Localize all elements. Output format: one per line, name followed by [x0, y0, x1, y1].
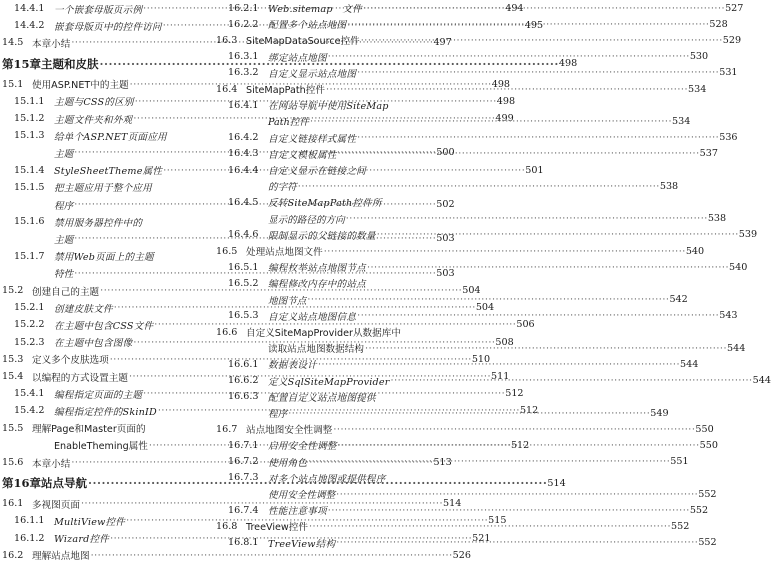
toc-entry-number: 15.2.1: [14, 302, 45, 314]
toc-page-number: 538: [707, 213, 727, 225]
toc-page-number: 542: [669, 294, 688, 306]
toc-entry: [216, 130, 738, 146]
toc-page-number: 538: [659, 180, 679, 192]
toc-entry-title: 自定义SiteMapProvider从数据库中: [246, 328, 401, 340]
toc-page-number: 527: [725, 2, 744, 14]
toc-entry-number: 16.7.2: [228, 456, 259, 468]
toc-entry-title: 创建自己的主题: [32, 286, 100, 298]
toc-entry-title: 在网站导航中使用SiteMap: [268, 101, 389, 113]
toc-leader-dots: [347, 19, 709, 30]
toc-entry-title: 嵌套母版页中的控件访问: [54, 21, 162, 33]
toc-page-number: 504: [475, 302, 495, 314]
toc-entry-title: 主题: [54, 148, 74, 160]
toc-entry: [2, 179, 212, 196]
toc-entry-title: 编程修改内存中的站点: [268, 279, 366, 291]
toc-page-number: 526: [452, 549, 471, 561]
toc-entry-number: 16.3.1: [228, 51, 259, 63]
toc-entry-number: 16.2.2: [228, 18, 259, 30]
toc-page-number: 534: [688, 83, 707, 95]
toc-leader-dots: [336, 537, 698, 548]
toc-entry-title: 使用角色: [268, 457, 308, 469]
toc-entry-title: 配置多个站点地图: [268, 20, 347, 32]
toc-entry-number: 16.1: [2, 498, 24, 510]
toc-page-number: 544: [752, 375, 771, 387]
toc-entry-number: 15.5: [2, 422, 24, 434]
toc-page-number: 503: [436, 267, 455, 279]
toc-leader-dots: [328, 505, 690, 516]
toc-entry-title: 性能注意事项: [268, 506, 327, 518]
toc-entry: [216, 275, 421, 291]
toc-entry-number: 16.7.3: [228, 472, 259, 484]
toc-entry-title: 自定义链接样式属性: [268, 133, 357, 145]
toc-entry-title: 站点导航: [41, 476, 88, 491]
toc-entry-number: 15.4.2: [14, 405, 45, 417]
toc-entry: [216, 65, 738, 81]
toc-entry-title: 以编程的方式设置主题: [32, 372, 128, 384]
toc-page-number: 512: [505, 388, 524, 400]
toc-entry-title: SiteMapPath控件: [246, 85, 325, 97]
toc-entry-number: 16.7.1: [228, 439, 259, 451]
toc-entry-number: 第16章: [2, 476, 42, 491]
toc-entry-title: 创建皮肤文件: [54, 303, 113, 315]
toc-page-number: 497: [433, 37, 452, 49]
toc-leader-dots: [326, 84, 688, 95]
toc-entry-title: 把主题应用于整个应用: [54, 183, 152, 195]
toc-entry-number: 15.1: [2, 78, 24, 90]
toc-entry-title: 主题: [54, 234, 74, 246]
toc-entry-title: 理解站点地图: [32, 551, 90, 563]
toc-entry-title: 主题与CSS的区别: [54, 97, 134, 109]
toc-entry-title: 自定义显示在链接之间: [268, 166, 366, 178]
toc-entry-title: SiteMapDataSource控件: [246, 36, 360, 48]
toc-page-number: 540: [685, 245, 705, 257]
toc-entry-number: 15.1.7: [14, 250, 45, 262]
toc-page-number: 530: [689, 51, 709, 63]
toc-entry-number: 15.2.3: [14, 336, 45, 348]
toc-entry-number: 14.5: [2, 37, 24, 49]
toc-leader-dots: [357, 132, 719, 143]
toc-page-number: 514: [443, 498, 462, 510]
toc-leader-dots: [365, 343, 727, 354]
toc-page-number: 544: [727, 342, 746, 354]
toc-page-number: 512: [519, 405, 539, 417]
toc-entry: [2, 420, 212, 437]
toc-entry-title: 的字符: [268, 182, 297, 194]
toc-entry-title: 在主题中包含图像: [54, 338, 133, 350]
toc-entry-number: 16.5: [216, 245, 238, 257]
toc-entry-number: 15.1.6: [14, 216, 45, 228]
toc-entry-number: 16.8.1: [228, 537, 259, 549]
toc-entry: [216, 243, 705, 259]
toc-entry-title: 定义SqlSiteMapProvider: [268, 376, 390, 388]
toc-entry-number: 16.8: [216, 520, 238, 532]
toc-entry-title: 在主题中包含CSS文件: [54, 320, 154, 332]
toc-entry-title: 理解Page和Master页面的: [32, 424, 146, 436]
toc-entry: [216, 178, 679, 194]
toc-entry-number: 16.2.1: [228, 2, 259, 14]
toc-entry-number: 16.7.4: [228, 504, 259, 516]
toc-entry-title: 启用安全性调整: [268, 441, 337, 453]
toc-entry-number: 15.1.2: [14, 113, 45, 125]
toc-page-number: 513: [433, 457, 452, 469]
toc-leader-dots: [318, 359, 680, 370]
toc-entry: [216, 470, 421, 486]
toc-entry-title: 多视图页面: [32, 499, 80, 511]
toc-entry: [216, 162, 421, 178]
toc-leader-dots: [333, 424, 695, 435]
toc-page-number: 499: [495, 113, 514, 125]
toc-entry-title: 配置自定义站点地图提供: [268, 392, 376, 404]
toc-entry-number: 16.1.1: [14, 515, 45, 527]
toc-entry-number: 15.2.2: [14, 319, 45, 331]
toc-entry-number: 16.1.2: [14, 532, 45, 544]
toc-entry-number: 16.6.2: [228, 375, 259, 387]
toc-page-number: 531: [719, 67, 738, 79]
toc-page-number: 534: [672, 115, 691, 127]
toc-page-number: 511: [491, 371, 510, 383]
toc-entry-number: 16.4.5: [228, 196, 259, 208]
toc-entry-title: 处理站点地图文件: [246, 247, 323, 259]
toc-entry-title: 自定义模板属性: [268, 149, 337, 161]
toc-entry-number: 16.2: [2, 549, 24, 561]
toc-page-number: 521: [472, 532, 491, 544]
toc-entry-title: EnableTheming属性: [54, 441, 148, 453]
toc-entry: [2, 248, 212, 265]
toc-entry-title: 编程指定页面的主题: [54, 389, 143, 401]
toc-entry-title: MultiView控件: [54, 516, 126, 528]
toc-entry-title: 主题文件夹和外观: [54, 114, 133, 126]
toc-page-number: 544: [680, 358, 699, 370]
toc-entry-number: 14.4.2: [14, 20, 45, 32]
toc-entry-title: 特性: [54, 269, 74, 281]
toc-entry-number: 16.4.3: [228, 148, 259, 160]
toc-page-number: 552: [671, 520, 690, 532]
toc-leader-dots: [309, 521, 671, 532]
toc-entry-number: 15.2: [2, 285, 24, 297]
toc-leader-dots: [288, 408, 650, 419]
toc-leader-dots: [338, 148, 700, 159]
toc-entry-number: 14.4.1: [14, 3, 45, 15]
toc-entry-title: 主题和皮肤: [41, 56, 99, 71]
toc-leader-dots: [308, 456, 670, 467]
toc-entry-number: 16.3.2: [228, 67, 259, 79]
toc-entry-title: 编程枚举站点地图节点: [268, 263, 366, 275]
toc-entry-title: 对多个站点地图或提供程序: [268, 473, 386, 485]
toc-entry-number: 第15章: [2, 56, 42, 71]
toc-entry-title: 反转SiteMapPath控件所: [268, 198, 382, 210]
toc-entry-title: Wizard控件: [54, 534, 110, 546]
toc-page-number: 494: [505, 3, 524, 15]
toc-page-number: 537: [699, 148, 718, 160]
toc-entry-title: 禁用Web页面上的主题: [54, 252, 154, 264]
toc-entry-title: 给单个ASP.NET页面应用: [54, 131, 167, 143]
toc-page-number: 539: [738, 229, 758, 241]
toc-entry-number: 15.4: [2, 371, 24, 383]
toc-page-number: 504: [462, 285, 481, 297]
toc-page-number: 508: [495, 336, 514, 348]
toc-entry-title: 程序: [268, 409, 288, 421]
toc-entry: [216, 211, 727, 227]
toc-entry-title: TreeView控件: [246, 522, 308, 534]
toc-entry-title: Web.sitemap 文件: [268, 4, 363, 16]
toc-leader-dots: [391, 375, 753, 386]
toc-page-number: 514: [547, 477, 566, 489]
toc-entry-number: 16.4: [216, 83, 238, 95]
toc-entry-title: Path控件: [268, 117, 309, 129]
toc-leader-dots: [367, 262, 729, 273]
toc-entry-number: 16.4.4: [228, 164, 259, 176]
toc-page-number: 510: [471, 353, 491, 365]
toc-entry: [216, 97, 421, 113]
toc-page-number: 536: [719, 132, 738, 144]
toc-entry-title: StyleSheetTheme属性: [54, 166, 163, 178]
toc-entry-title: 一个嵌套母版页示例: [54, 4, 143, 16]
toc-leader-dots: [298, 181, 660, 192]
toc-page-number: 515: [488, 515, 507, 527]
toc-entry-title: 本章小结: [32, 458, 71, 470]
toc-entry-title: 自定义站点地图信息: [268, 311, 357, 323]
toc-entry-number: 16.7: [216, 423, 238, 435]
toc-page-number: 543: [719, 310, 738, 322]
toc-entry-number: 15.1.4: [14, 164, 45, 176]
toc-entry-number: 16.5.3: [228, 310, 259, 322]
toc-entry-title: 使用ASP.NET中的主题: [32, 80, 129, 92]
toc-entry-number: 16.4.6: [228, 229, 259, 241]
toc-entry-title: 限制显示的父链接的数量: [268, 230, 376, 242]
toc-leader-dots: [346, 213, 708, 224]
toc-leader-dots: [361, 35, 723, 49]
toc-entry-number: 16.5.2: [228, 277, 259, 289]
toc-entry-title: 绑定站点地图: [268, 52, 327, 64]
toc-entry: [216, 389, 421, 405]
toc-entry-number: 15.4.1: [14, 388, 45, 400]
toc-page-number: 551: [670, 456, 689, 468]
toc-entry: [216, 194, 421, 210]
toc-entry-number: 16.3: [216, 34, 238, 46]
toc-entry-title: 程序: [54, 200, 74, 212]
toc-page-number: 512: [510, 439, 530, 451]
toc-page-number: 552: [689, 504, 709, 516]
toc-entry: [2, 127, 212, 144]
toc-page-number: 495: [524, 20, 544, 32]
toc-entry-title: 显示的路径的方向: [268, 214, 345, 226]
toc-page-number: 506: [516, 319, 535, 331]
toc-leader-dots: [357, 310, 719, 321]
toc-entry-number: 15.1.3: [14, 130, 45, 142]
toc-entry-title: 自定义显示站点地图: [268, 68, 357, 80]
toc-page-number: 552: [698, 488, 717, 500]
toc-leader-dots: [338, 440, 700, 451]
toc-entry-title: 读取站点地图数据结构: [268, 344, 364, 356]
toc-leader-dots: [307, 294, 669, 305]
toc-entry-number: 16.6.3: [228, 391, 259, 403]
toc-entry-number: 16.4.2: [228, 132, 259, 144]
toc-leader-dots: [91, 550, 453, 561]
toc-entry-number: 15.1.5: [14, 181, 45, 193]
toc-leader-dots: [310, 116, 672, 127]
toc-entry-title: 定义多个皮肤选项: [32, 355, 109, 367]
toc-page-number: 498: [558, 58, 578, 70]
toc-page-number: 498: [496, 95, 516, 107]
toc-entry-title: 编程指定控件的SkinID: [54, 406, 157, 418]
toc-page-number: 550: [695, 423, 714, 435]
toc-entry-title: 使用安全性调整: [268, 490, 336, 502]
toc-entry-title: TreeView结构: [268, 538, 336, 550]
toc-page-number: 498: [491, 78, 511, 90]
toc-entry-number: 16.6.1: [228, 358, 259, 370]
toc-entry: [2, 213, 212, 230]
toc-entry: [216, 421, 714, 437]
toc-entry-title: 站点地图安全性调整: [246, 425, 333, 437]
toc-page-number: 502: [436, 199, 455, 211]
toc-entry-title: 本章小结: [32, 38, 71, 50]
toc-page-number: 500: [436, 147, 455, 159]
toc-entry: [2, 547, 471, 564]
toc-page-number: 529: [722, 34, 742, 46]
toc-page-number: 550: [699, 439, 718, 451]
toc-entry: [216, 486, 717, 502]
toc-entry: [216, 324, 421, 340]
toc-entry-title: 禁用服务器控件中的: [54, 217, 143, 229]
toc-page-number: 501: [525, 164, 544, 176]
toc-leader-dots: [328, 51, 690, 62]
toc-entry-title: 数据表设计: [268, 360, 317, 372]
toc-leader-dots: [336, 489, 698, 500]
toc-leader-dots: [363, 3, 725, 14]
toc-entry-number: 16.4.1: [228, 99, 259, 111]
toc-entry-number: 16.5.1: [228, 261, 259, 273]
toc-leader-dots: [377, 229, 739, 240]
toc-entry-number: 15.1.1: [14, 95, 45, 107]
toc-page-number: 503: [436, 233, 455, 245]
toc-leader-dots: [357, 67, 719, 78]
toc-entry-number: 15.3: [2, 353, 24, 365]
toc-entry-number: 16.6: [216, 326, 238, 338]
toc-page-number: 528: [709, 18, 728, 30]
toc-entry-title: 地图节点: [268, 295, 307, 307]
toc-entry-number: 15.6: [2, 457, 24, 469]
toc-page-number: 549: [650, 407, 669, 419]
toc-leader-dots: [324, 246, 686, 257]
toc-page-number: 552: [698, 537, 717, 549]
toc-page-number: 540: [729, 261, 748, 273]
